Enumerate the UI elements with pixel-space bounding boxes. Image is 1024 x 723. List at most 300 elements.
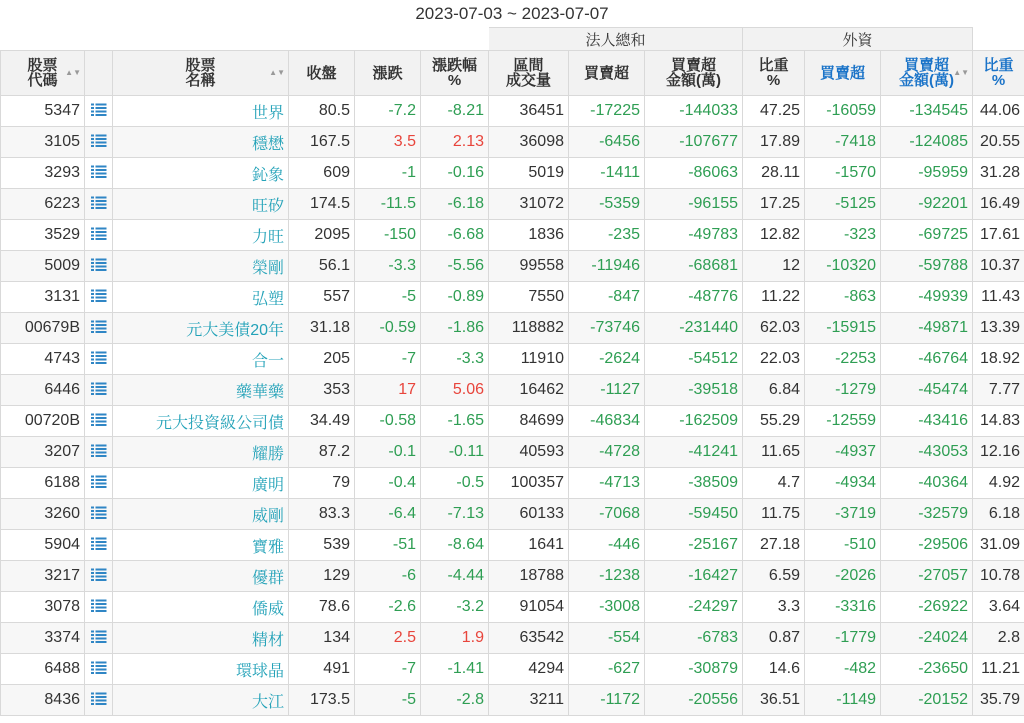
stock-table — [0, 27, 1024, 716]
col-change[interactable] — [355, 51, 421, 96]
cell-inst-pct: 14.6 — [743, 654, 805, 685]
table-row[interactable] — [1, 654, 1024, 685]
sort-icon[interactable]: ▲▼ — [953, 68, 970, 77]
cell-foreign-amount: -124085 — [881, 127, 973, 158]
cell-volume: 36451 — [489, 96, 569, 127]
cell-stock-name[interactable]: 寶雅 — [113, 530, 289, 561]
col-inst-pct-line2: % — [766, 72, 781, 89]
list-icon[interactable] — [85, 344, 113, 375]
cell-change: -51 — [355, 530, 421, 561]
cell-volume: 40593 — [489, 437, 569, 468]
cell-stock-name[interactable]: 僑威 — [113, 592, 289, 623]
cell-stock-name[interactable]: 弘塑 — [113, 282, 289, 313]
cell-foreign-pct: 4.92 — [973, 468, 1024, 499]
cell-foreign-amount: -26922 — [881, 592, 973, 623]
cell-inst-amount: -96155 — [645, 189, 743, 220]
col-foreign-pct-line2: % — [991, 72, 1006, 89]
cell-change: -0.4 — [355, 468, 421, 499]
cell-foreign-pct: 17.61 — [973, 220, 1024, 251]
table-row[interactable] — [1, 282, 1024, 313]
cell-stock-code: 3131 — [1, 282, 85, 313]
col-foreign-pct[interactable] — [973, 51, 1024, 96]
table-row[interactable] — [1, 158, 1024, 189]
cell-close: 80.5 — [289, 96, 355, 127]
cell-change: -7.2 — [355, 96, 421, 127]
cell-inst-net: -4728 — [569, 437, 645, 468]
cell-change-pct: -8.21 — [421, 96, 489, 127]
cell-foreign-pct: 2.8 — [973, 623, 1024, 654]
col-close[interactable] — [289, 51, 355, 96]
cell-foreign-pct: 3.64 — [973, 592, 1024, 623]
cell-stock-name[interactable]: 藥華藥 — [113, 375, 289, 406]
cell-foreign-net: -863 — [805, 282, 881, 313]
cell-foreign-amount: -43053 — [881, 437, 973, 468]
col-change-pct[interactable] — [421, 51, 489, 96]
cell-stock-code: 6223 — [1, 189, 85, 220]
cell-volume: 36098 — [489, 127, 569, 158]
cell-change-pct: -1.86 — [421, 313, 489, 344]
list-icon[interactable] — [85, 127, 113, 158]
cell-volume: 11910 — [489, 344, 569, 375]
list-icon[interactable] — [85, 685, 113, 716]
cell-inst-pct: 11.75 — [743, 499, 805, 530]
cell-stock-name[interactable]: 合一 — [113, 344, 289, 375]
cell-inst-net: -627 — [569, 654, 645, 685]
cell-foreign-net: -4937 — [805, 437, 881, 468]
cell-foreign-net: -15915 — [805, 313, 881, 344]
page-title: 2023-07-03 ~ 2023-07-07 — [0, 0, 1024, 27]
col-close-label: 收盤 — [306, 64, 337, 82]
cell-close: 2095 — [289, 220, 355, 251]
sort-icon[interactable]: ▲▼ — [269, 68, 285, 77]
cell-foreign-pct: 18.92 — [973, 344, 1024, 375]
cell-foreign-net: -3719 — [805, 499, 881, 530]
table-row[interactable] — [1, 220, 1024, 251]
cell-inst-pct: 28.11 — [743, 158, 805, 189]
cell-inst-net: -73746 — [569, 313, 645, 344]
cell-change: -3.3 — [355, 251, 421, 282]
cell-stock-code: 6488 — [1, 654, 85, 685]
cell-change-pct: -2.8 — [421, 685, 489, 716]
cell-inst-net: -46834 — [569, 406, 645, 437]
cell-foreign-pct: 31.28 — [973, 158, 1024, 189]
cell-foreign-pct: 35.79 — [973, 685, 1024, 716]
list-icon[interactable] — [85, 468, 113, 499]
cell-change-pct: -0.11 — [421, 437, 489, 468]
cell-change: -2.6 — [355, 592, 421, 623]
cell-inst-pct: 55.29 — [743, 406, 805, 437]
table-row[interactable] — [1, 96, 1024, 127]
cell-change-pct: -3.2 — [421, 592, 489, 623]
cell-stock-code: 3529 — [1, 220, 85, 251]
cell-inst-amount: -24297 — [645, 592, 743, 623]
cell-inst-pct: 62.03 — [743, 313, 805, 344]
cell-foreign-pct: 44.06 — [973, 96, 1024, 127]
cell-foreign-net: -1279 — [805, 375, 881, 406]
cell-foreign-amount: -23650 — [881, 654, 973, 685]
cell-close: 78.6 — [289, 592, 355, 623]
cell-volume: 1836 — [489, 220, 569, 251]
cell-inst-net: -11946 — [569, 251, 645, 282]
cell-foreign-amount: -134545 — [881, 96, 973, 127]
cell-foreign-amount: -49939 — [881, 282, 973, 313]
cell-foreign-pct: 10.37 — [973, 251, 1024, 282]
col-inst-pct-line1: 比重 — [758, 57, 789, 74]
cell-inst-amount: -144033 — [645, 96, 743, 127]
cell-foreign-amount: -27057 — [881, 561, 973, 592]
cell-change: -0.59 — [355, 313, 421, 344]
cell-foreign-net: -4934 — [805, 468, 881, 499]
cell-change: -7 — [355, 344, 421, 375]
cell-inst-net: -6456 — [569, 127, 645, 158]
cell-change-pct: -0.16 — [421, 158, 489, 189]
table-row[interactable] — [1, 313, 1024, 344]
col-change-pct-line2: % — [447, 72, 462, 89]
col-inst-amount[interactable] — [645, 51, 743, 96]
cell-foreign-amount: -49871 — [881, 313, 973, 344]
table-row[interactable] — [1, 344, 1024, 375]
cell-stock-code: 4743 — [1, 344, 85, 375]
cell-change-pct: -6.18 — [421, 189, 489, 220]
cell-change-pct: -4.44 — [421, 561, 489, 592]
cell-inst-net: -1172 — [569, 685, 645, 716]
col-change-label: 漲跌 — [372, 64, 403, 82]
table-row[interactable] — [1, 375, 1024, 406]
cell-inst-amount: -49783 — [645, 220, 743, 251]
cell-change: -6.4 — [355, 499, 421, 530]
cell-stock-name[interactable]: 大江 — [113, 685, 289, 716]
list-icon[interactable] — [85, 96, 113, 127]
cell-inst-amount: -20556 — [645, 685, 743, 716]
cell-foreign-amount: -45474 — [881, 375, 973, 406]
list-icon[interactable] — [85, 654, 113, 685]
cell-inst-pct: 36.51 — [743, 685, 805, 716]
group-header-foreign: 外資 — [743, 28, 973, 51]
table-row[interactable] — [1, 189, 1024, 220]
col-inst-net[interactable] — [569, 51, 645, 96]
cell-inst-net: -446 — [569, 530, 645, 561]
cell-stock-name[interactable]: 榮剛 — [113, 251, 289, 282]
cell-inst-net: -17225 — [569, 96, 645, 127]
cell-stock-name[interactable]: 穩懋 — [113, 127, 289, 158]
list-icon[interactable] — [85, 499, 113, 530]
group-header-blank — [1, 28, 489, 51]
cell-stock-code: 5347 — [1, 96, 85, 127]
cell-stock-name[interactable]: 廣明 — [113, 468, 289, 499]
cell-volume: 84699 — [489, 406, 569, 437]
cell-inst-amount: -30879 — [645, 654, 743, 685]
cell-inst-pct: 17.25 — [743, 189, 805, 220]
cell-stock-code: 8436 — [1, 685, 85, 716]
col-stock-code-line2: 代碼 — [27, 72, 58, 89]
cell-inst-pct: 11.65 — [743, 437, 805, 468]
cell-foreign-pct: 16.49 — [973, 189, 1024, 220]
cell-foreign-net: -10320 — [805, 251, 881, 282]
cell-foreign-net: -2253 — [805, 344, 881, 375]
cell-stock-code: 3374 — [1, 623, 85, 654]
cell-change-pct: -1.41 — [421, 654, 489, 685]
cell-close: 205 — [289, 344, 355, 375]
cell-volume: 1641 — [489, 530, 569, 561]
cell-inst-pct: 4.7 — [743, 468, 805, 499]
cell-change-pct: -0.89 — [421, 282, 489, 313]
cell-inst-amount: -231440 — [645, 313, 743, 344]
cell-stock-name[interactable]: 精材 — [113, 623, 289, 654]
cell-inst-net: -847 — [569, 282, 645, 313]
list-icon[interactable] — [85, 561, 113, 592]
cell-volume: 16462 — [489, 375, 569, 406]
cell-stock-code: 00679B — [1, 313, 85, 344]
cell-stock-name[interactable]: 世界 — [113, 96, 289, 127]
cell-change-pct: 2.13 — [421, 127, 489, 158]
cell-volume: 118882 — [489, 313, 569, 344]
cell-close: 167.5 — [289, 127, 355, 158]
cell-inst-amount: -54512 — [645, 344, 743, 375]
cell-change-pct: -0.5 — [421, 468, 489, 499]
cell-foreign-amount: -43416 — [881, 406, 973, 437]
cell-stock-code: 3260 — [1, 499, 85, 530]
cell-close: 609 — [289, 158, 355, 189]
col-foreign-net[interactable] — [805, 51, 881, 96]
cell-change-pct: -6.68 — [421, 220, 489, 251]
cell-stock-code: 6446 — [1, 375, 85, 406]
cell-inst-pct: 12.82 — [743, 220, 805, 251]
cell-inst-pct: 11.22 — [743, 282, 805, 313]
cell-stock-name[interactable]: 旺矽 — [113, 189, 289, 220]
cell-change: -150 — [355, 220, 421, 251]
cell-inst-pct: 3.3 — [743, 592, 805, 623]
cell-inst-pct: 6.84 — [743, 375, 805, 406]
sort-icon[interactable]: ▲▼ — [65, 68, 81, 77]
cell-inst-net: -2624 — [569, 344, 645, 375]
table-row[interactable] — [1, 127, 1024, 158]
cell-volume: 4294 — [489, 654, 569, 685]
col-volume-line1: 區間 — [513, 57, 544, 74]
cell-foreign-pct: 12.16 — [973, 437, 1024, 468]
cell-foreign-net: -12559 — [805, 406, 881, 437]
cell-stock-code: 5009 — [1, 251, 85, 282]
table-row[interactable] — [1, 685, 1024, 716]
cell-foreign-amount: -29506 — [881, 530, 973, 561]
cell-stock-name[interactable]: 威剛 — [113, 499, 289, 530]
cell-stock-code: 3217 — [1, 561, 85, 592]
cell-change: -1 — [355, 158, 421, 189]
cell-volume: 63542 — [489, 623, 569, 654]
list-icon[interactable] — [85, 189, 113, 220]
cell-close: 83.3 — [289, 499, 355, 530]
cell-volume: 99558 — [489, 251, 569, 282]
table-row[interactable] — [1, 406, 1024, 437]
cell-change: -5 — [355, 282, 421, 313]
cell-foreign-pct: 13.39 — [973, 313, 1024, 344]
cell-inst-amount: -16427 — [645, 561, 743, 592]
list-icon[interactable] — [85, 158, 113, 189]
cell-change-pct: -8.64 — [421, 530, 489, 561]
cell-foreign-amount: -59788 — [881, 251, 973, 282]
cell-foreign-amount: -95959 — [881, 158, 973, 189]
cell-close: 31.18 — [289, 313, 355, 344]
cell-close: 129 — [289, 561, 355, 592]
cell-close: 557 — [289, 282, 355, 313]
cell-foreign-amount: -24024 — [881, 623, 973, 654]
cell-foreign-pct: 6.18 — [973, 499, 1024, 530]
cell-foreign-net: -1149 — [805, 685, 881, 716]
cell-foreign-net: -1779 — [805, 623, 881, 654]
cell-stock-code: 6188 — [1, 468, 85, 499]
cell-inst-net: -3008 — [569, 592, 645, 623]
cell-stock-name[interactable]: 鈊象 — [113, 158, 289, 189]
cell-foreign-net: -5125 — [805, 189, 881, 220]
cell-foreign-net: -323 — [805, 220, 881, 251]
cell-inst-net: -1238 — [569, 561, 645, 592]
cell-inst-amount: -68681 — [645, 251, 743, 282]
cell-foreign-net: -2026 — [805, 561, 881, 592]
group-header-institutional: 法人總和 — [489, 28, 743, 51]
cell-stock-name[interactable]: 耀勝 — [113, 437, 289, 468]
cell-foreign-net: -7418 — [805, 127, 881, 158]
table-row[interactable] — [1, 530, 1024, 561]
list-icon[interactable] — [85, 313, 113, 344]
cell-close: 353 — [289, 375, 355, 406]
cell-change: -0.58 — [355, 406, 421, 437]
col-stock-name-line2: 名稱 — [185, 72, 216, 89]
cell-volume: 91054 — [489, 592, 569, 623]
cell-inst-pct: 27.18 — [743, 530, 805, 561]
col-foreign-amount-line2: 金額(萬) — [899, 72, 955, 89]
col-stock-name-line1: 股票 — [185, 57, 216, 74]
cell-inst-net: -4713 — [569, 468, 645, 499]
list-icon[interactable] — [85, 375, 113, 406]
col-foreign-net-label: 買賣超 — [820, 64, 866, 82]
cell-inst-pct: 0.87 — [743, 623, 805, 654]
cell-inst-amount: -86063 — [645, 158, 743, 189]
cell-volume: 100357 — [489, 468, 569, 499]
table-row[interactable] — [1, 468, 1024, 499]
col-inst-amount-line2: 金額(萬) — [666, 72, 721, 89]
col-inst-amount-line1: 買賣超 — [671, 57, 717, 74]
cell-inst-amount: -6783 — [645, 623, 743, 654]
cell-change-pct: -7.13 — [421, 499, 489, 530]
cell-inst-amount: -39518 — [645, 375, 743, 406]
cell-inst-net: -5359 — [569, 189, 645, 220]
cell-foreign-pct: 11.21 — [973, 654, 1024, 685]
col-stock-code[interactable] — [1, 51, 85, 96]
cell-volume: 18788 — [489, 561, 569, 592]
column-header-row — [1, 51, 1024, 96]
list-icon[interactable] — [85, 220, 113, 251]
list-icon[interactable] — [85, 282, 113, 313]
cell-change-pct: -5.56 — [421, 251, 489, 282]
cell-change: 17 — [355, 375, 421, 406]
col-stock-name[interactable] — [113, 51, 289, 96]
list-icon[interactable] — [85, 406, 113, 437]
cell-volume: 7550 — [489, 282, 569, 313]
cell-close: 79 — [289, 468, 355, 499]
list-icon[interactable] — [85, 251, 113, 282]
cell-foreign-net: -3316 — [805, 592, 881, 623]
cell-foreign-pct: 7.77 — [973, 375, 1024, 406]
cell-close: 56.1 — [289, 251, 355, 282]
group-header-row — [1, 28, 1024, 51]
table-row[interactable] — [1, 592, 1024, 623]
cell-close: 173.5 — [289, 685, 355, 716]
cell-stock-name[interactable]: 力旺 — [113, 220, 289, 251]
list-icon[interactable] — [85, 592, 113, 623]
cell-inst-net: -235 — [569, 220, 645, 251]
cell-foreign-amount: -40364 — [881, 468, 973, 499]
cell-foreign-net: -510 — [805, 530, 881, 561]
table-row[interactable] — [1, 499, 1024, 530]
cell-foreign-amount: -20152 — [881, 685, 973, 716]
col-foreign-amount[interactable] — [881, 51, 973, 96]
cell-inst-net: -1127 — [569, 375, 645, 406]
col-volume[interactable] — [489, 51, 569, 96]
cell-foreign-amount: -92201 — [881, 189, 973, 220]
cell-stock-name[interactable]: 元大投資級公司債 — [113, 406, 289, 437]
cell-change: 2.5 — [355, 623, 421, 654]
cell-inst-amount: -41241 — [645, 437, 743, 468]
cell-foreign-net: -1570 — [805, 158, 881, 189]
cell-change-pct: -1.65 — [421, 406, 489, 437]
table-row[interactable] — [1, 437, 1024, 468]
cell-change: -0.1 — [355, 437, 421, 468]
cell-inst-amount: -25167 — [645, 530, 743, 561]
cell-inst-net: -554 — [569, 623, 645, 654]
cell-stock-name[interactable]: 環球晶 — [113, 654, 289, 685]
cell-change: -11.5 — [355, 189, 421, 220]
cell-change: -5 — [355, 685, 421, 716]
cell-change-pct: 5.06 — [421, 375, 489, 406]
cell-inst-amount: -162509 — [645, 406, 743, 437]
cell-close: 491 — [289, 654, 355, 685]
list-icon[interactable] — [85, 530, 113, 561]
cell-stock-code: 00720B — [1, 406, 85, 437]
cell-close: 87.2 — [289, 437, 355, 468]
cell-foreign-net: -482 — [805, 654, 881, 685]
table-row[interactable] — [1, 623, 1024, 654]
cell-stock-name[interactable]: 優群 — [113, 561, 289, 592]
col-row-menu — [85, 51, 113, 96]
col-foreign-pct-line1: 比重 — [983, 57, 1014, 74]
cell-inst-net: -1411 — [569, 158, 645, 189]
cell-change: -7 — [355, 654, 421, 685]
cell-stock-code: 5904 — [1, 530, 85, 561]
cell-stock-name[interactable]: 元大美債20年 — [113, 313, 289, 344]
table-row[interactable] — [1, 251, 1024, 282]
cell-inst-net: -7068 — [569, 499, 645, 530]
col-stock-code-line1: 股票 — [27, 57, 58, 74]
cell-inst-pct: 22.03 — [743, 344, 805, 375]
cell-change-pct: 1.9 — [421, 623, 489, 654]
table-row[interactable] — [1, 561, 1024, 592]
col-change-pct-line1: 漲跌幅 — [431, 57, 477, 74]
col-inst-pct[interactable] — [743, 51, 805, 96]
list-icon[interactable] — [85, 437, 113, 468]
cell-close: 174.5 — [289, 189, 355, 220]
cell-stock-code: 3293 — [1, 158, 85, 189]
cell-foreign-pct: 10.78 — [973, 561, 1024, 592]
cell-change: 3.5 — [355, 127, 421, 158]
cell-foreign-pct: 20.55 — [973, 127, 1024, 158]
cell-foreign-amount: -69725 — [881, 220, 973, 251]
cell-inst-amount: -48776 — [645, 282, 743, 313]
cell-foreign-amount: -32579 — [881, 499, 973, 530]
list-icon[interactable] — [85, 623, 113, 654]
col-foreign-amount-line1: 買賣超 — [904, 57, 950, 74]
cell-foreign-net: -16059 — [805, 96, 881, 127]
cell-volume: 31072 — [489, 189, 569, 220]
cell-close: 134 — [289, 623, 355, 654]
